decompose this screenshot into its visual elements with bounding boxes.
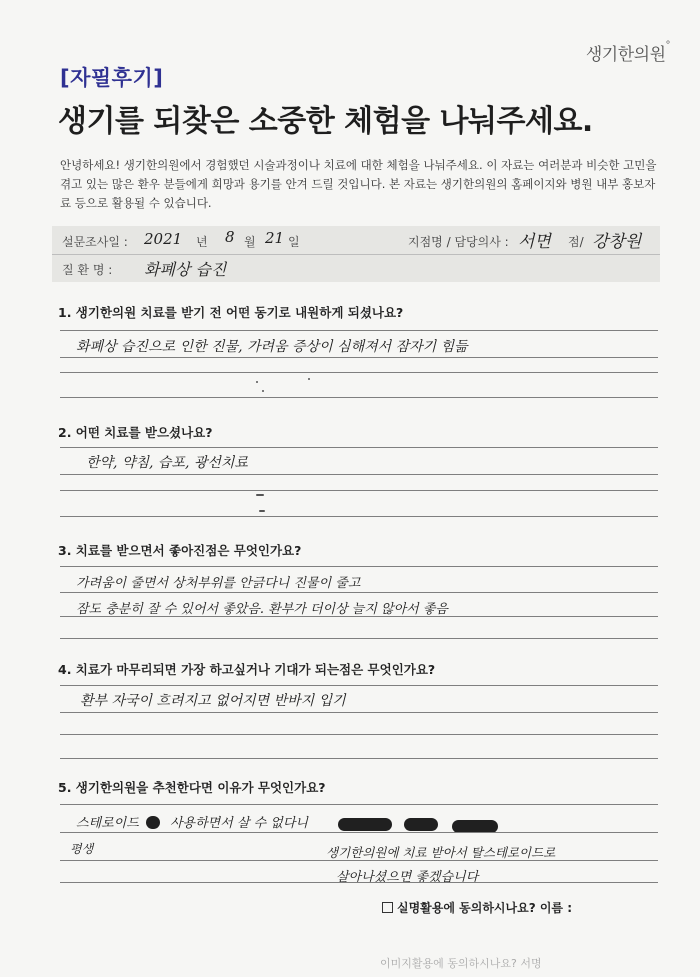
intro-text: 안녕하세요! 생기한의원에서 경험했던 시술과정이나 치료에 대한 체험을 나눠주세요. 이 자료는 여러분과 비슷한 고민을 겪고 있는 많은 환우 분들에게 희망과 용기를 안겨 드릴 것입니다. 본 자료는 생기한의원의 홈페이지와 병원 내부 홍보자료 등으로 활용될 수 있습니다. <box>60 158 657 210</box>
logo-mark: ° <box>665 40 670 51</box>
answer-line <box>60 592 658 593</box>
disease-label: 질 환 명 : <box>62 263 113 277</box>
answer-line <box>60 616 658 617</box>
date-year: 2021 <box>144 230 183 248</box>
question-2: 2. 어떤 치료를 받으셨나요? <box>58 425 213 440</box>
answer-line <box>60 516 658 517</box>
disease-name: 화폐상 습진 <box>144 260 227 279</box>
redaction-scribble <box>404 818 438 831</box>
form-tag: [자필후기] <box>60 66 164 90</box>
redaction-scribble <box>146 816 160 829</box>
consent-row <box>382 899 572 916</box>
answer-line <box>60 397 658 398</box>
faint-bleedthrough-text: 이미지활용에 동의하시나요? 서명 <box>380 957 542 970</box>
scan-speck <box>256 381 258 383</box>
answer-4-line-1: 환부 자국이 흐려지고 없어지면 반바지 입기 <box>80 693 346 709</box>
question-3: 3. 치료를 받으면서 좋아진점은 무엇인가요? <box>58 543 302 558</box>
question-4: 4. 치료가 마무리되면 가장 하고싶거나 기대가 되는점은 무엇인가요? <box>58 662 436 677</box>
answer-line <box>60 490 658 491</box>
scan-speck <box>308 378 310 380</box>
answer-5-line-3: 살아나셨으면 좋겠습니다 <box>336 870 479 885</box>
answer-line <box>60 758 658 759</box>
answer-2-line-1: 한약, 약침, 습포, 광선치료 <box>86 455 248 471</box>
date-month: 8 <box>225 228 235 246</box>
redaction-scribble <box>338 818 392 831</box>
answer-line <box>60 712 658 713</box>
brand-logo-text: 생기한의원 <box>585 45 666 65</box>
answer-line <box>60 447 658 448</box>
answer-line <box>60 566 658 567</box>
branch-name: 서면 <box>518 232 551 252</box>
branch-label: 지점명 / 담당의사 : <box>408 235 509 249</box>
answer-5-line-2: 생기한의원에 치료 받아서 탈스테로이드로 <box>326 845 556 860</box>
scan-speck <box>262 390 264 392</box>
info-box <box>52 226 660 282</box>
info-row-date-branch <box>52 226 660 255</box>
answer-line <box>60 372 658 373</box>
consent-label: 실명활용에 동의하시나요? 이름 : <box>397 901 572 915</box>
doctor-name: 강창원 <box>592 232 642 252</box>
info-row-disease <box>52 254 660 282</box>
day-unit: 일 <box>288 235 300 249</box>
answer-5-word-2: 사용하면서 살 수 없다니 <box>170 816 308 831</box>
answer-5-word-3: 평생 <box>70 842 94 856</box>
question-1: 1. 생기한의원 치료를 받기 전 어떤 동기로 내원하게 되셨나요? <box>58 305 404 320</box>
answer-line <box>60 804 658 805</box>
answer-1-line-1: 화폐상 습진으로 인한 진물, 가려움 증상이 심해져서 잠자기 힘듦 <box>76 339 468 355</box>
date-label: 설문조사일 : <box>62 235 128 249</box>
form-title: 생기를 되찾은 소중한 체험을 나눠주세요. <box>58 104 593 139</box>
answer-line <box>60 685 658 686</box>
date-day: 21 <box>265 229 285 247</box>
answer-line <box>60 860 658 861</box>
answer-line <box>60 357 658 358</box>
answer-3-line-2: 잠도 충분히 잘 수 있어서 좋았음. 환부가 더이상 늘지 않아서 좋음 <box>76 602 448 617</box>
answer-line <box>60 330 658 331</box>
answer-line <box>60 882 658 883</box>
scan-speck <box>256 494 264 496</box>
brand-logo <box>586 40 670 65</box>
answer-line <box>60 638 658 639</box>
branch-unit: 점/ <box>568 235 584 249</box>
question-5: 5. 생기한의원을 추천한다면 이유가 무엇인가요? <box>58 780 326 795</box>
answer-line <box>60 474 658 475</box>
scan-speck <box>259 510 265 512</box>
consent-checkbox[interactable] <box>382 902 393 913</box>
month-unit: 월 <box>244 235 256 249</box>
answer-line <box>60 734 658 735</box>
answer-line <box>60 832 658 833</box>
answer-3-line-1: 가려움이 줄면서 상처부위를 안긁다니 진물이 줄고 <box>76 576 361 591</box>
year-unit: 년 <box>196 235 208 249</box>
answer-5-word-1: 스테로이드 <box>76 816 139 831</box>
